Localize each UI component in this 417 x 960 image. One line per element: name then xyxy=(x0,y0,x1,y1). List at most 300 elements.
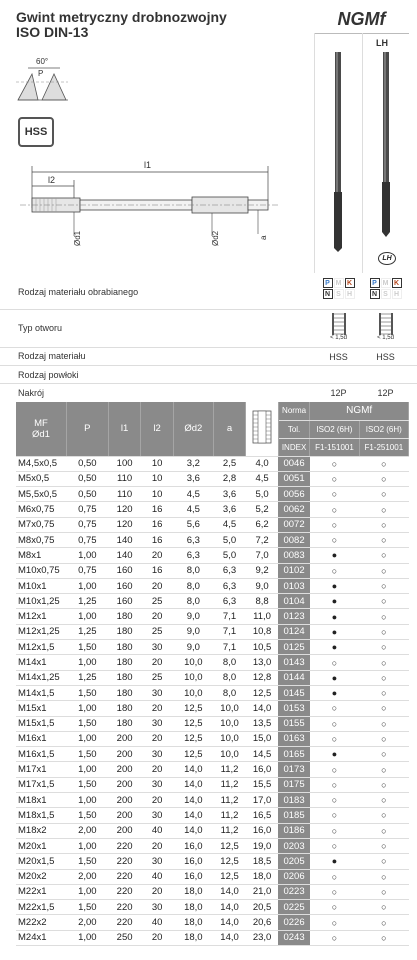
cell-mf: M5,5x0,5 xyxy=(16,487,66,502)
cell-d2: 8,0 xyxy=(173,563,213,578)
cell-mf: M8x1 xyxy=(16,548,66,563)
hole-type-row xyxy=(0,310,417,348)
cell-l1: 180 xyxy=(108,640,141,655)
table-row xyxy=(16,624,409,639)
cell-l2: 20 xyxy=(141,884,174,899)
cell-p: 1,00 xyxy=(66,578,108,593)
cell-d2: 14,0 xyxy=(173,762,213,777)
table-row xyxy=(16,517,409,532)
cell-d2: 16,0 xyxy=(173,854,213,869)
cell-code: 0125 xyxy=(278,640,309,655)
cell-availability: ○ xyxy=(359,578,408,593)
cell-a: 2,8 xyxy=(213,471,246,486)
cell-l1: 160 xyxy=(108,563,141,578)
cell-code: 0163 xyxy=(278,731,309,746)
cell-l2: 30 xyxy=(141,900,174,915)
table-row xyxy=(16,762,409,777)
cell-code: 0144 xyxy=(278,670,309,685)
cell-code: 0165 xyxy=(278,747,309,762)
cell-availability: ○ xyxy=(359,808,408,823)
hole-note: < 1,5d xyxy=(330,335,347,341)
cell-code: 0226 xyxy=(278,915,309,930)
cell-availability: ○ xyxy=(359,532,408,547)
cell-availability: ○ xyxy=(310,777,359,792)
col-header-d2: Ød2 xyxy=(173,402,213,456)
lh-label: LH xyxy=(376,38,388,48)
hole-section-icon xyxy=(251,407,273,447)
cell-mf: M24x1 xyxy=(16,930,66,945)
index-value: F1-251001 xyxy=(359,438,408,456)
cell-code: 0082 xyxy=(278,532,309,547)
cell-d2: 12,5 xyxy=(173,701,213,716)
thread-value: 12P xyxy=(330,388,347,398)
material-n-icon: N xyxy=(370,289,380,299)
cell-mf: M16x1,5 xyxy=(16,747,66,762)
cell-code: 0056 xyxy=(278,487,309,502)
cell-mf: M22x2 xyxy=(16,915,66,930)
cell-l2: 20 xyxy=(141,731,174,746)
cell-p: 1,50 xyxy=(66,640,108,655)
cell-code: 0203 xyxy=(278,838,309,853)
cell-a: 4,5 xyxy=(213,517,246,532)
cell-p: 1,00 xyxy=(66,884,108,899)
cell-a: 14,0 xyxy=(213,915,246,930)
cell-mf: M6x0,75 xyxy=(16,502,66,517)
cell-p: 1,00 xyxy=(66,731,108,746)
cell-code: 0155 xyxy=(278,716,309,731)
cell-availability: ○ xyxy=(310,793,359,808)
cell-l1: 220 xyxy=(108,884,141,899)
cell-p: 2,00 xyxy=(66,869,108,884)
tap-drawing xyxy=(14,150,304,250)
cell-availability: ○ xyxy=(310,655,359,670)
cell-d2: 6,3 xyxy=(173,532,213,547)
cell-x: 9,0 xyxy=(246,578,279,593)
cell-a: 6,3 xyxy=(213,594,246,609)
thread-label: Nakrój xyxy=(18,388,45,398)
cell-code: 0123 xyxy=(278,609,309,624)
table-row xyxy=(16,578,409,593)
cell-d2: 18,0 xyxy=(173,930,213,945)
cell-a: 6,3 xyxy=(213,563,246,578)
tol-value: ISO2 (6H) xyxy=(310,420,359,438)
cell-mf: M14x1 xyxy=(16,655,66,670)
cell-x: 13,0 xyxy=(246,655,279,670)
cell-availability: ○ xyxy=(310,808,359,823)
cell-availability: ● xyxy=(310,578,359,593)
cell-x: 18,5 xyxy=(246,854,279,869)
material-value: HSS xyxy=(376,352,395,362)
cell-code: 0051 xyxy=(278,471,309,486)
table-row xyxy=(16,471,409,486)
d2-label: Ød2 xyxy=(211,230,220,246)
material-h-icon: H xyxy=(345,289,355,299)
table-row xyxy=(16,747,409,762)
pitch-label: P xyxy=(38,69,44,78)
cell-availability: ● xyxy=(310,548,359,563)
cell-mf: M18x1 xyxy=(16,793,66,808)
cell-availability: ○ xyxy=(359,762,408,777)
thread-profile-diagram xyxy=(14,54,70,106)
cell-x: 4,5 xyxy=(246,471,279,486)
cell-code: 0185 xyxy=(278,808,309,823)
cell-code: 0225 xyxy=(278,900,309,915)
cell-d2: 3,6 xyxy=(173,471,213,486)
cell-l1: 200 xyxy=(108,808,141,823)
cell-d2: 6,3 xyxy=(173,548,213,563)
cell-l1: 200 xyxy=(108,793,141,808)
material-group-icons xyxy=(362,278,409,299)
cell-l1: 250 xyxy=(108,930,141,945)
cell-x: 13,5 xyxy=(246,716,279,731)
cell-availability: ○ xyxy=(310,502,359,517)
table-row xyxy=(16,487,409,502)
cell-p: 1,25 xyxy=(66,624,108,639)
cell-l1: 160 xyxy=(108,578,141,593)
cell-p: 1,50 xyxy=(66,716,108,731)
cell-l2: 30 xyxy=(141,640,174,655)
cell-a: 12,5 xyxy=(213,869,246,884)
cell-a: 12,5 xyxy=(213,854,246,869)
cell-a: 8,0 xyxy=(213,670,246,685)
cell-code: 0072 xyxy=(278,517,309,532)
cell-x: 8,8 xyxy=(246,594,279,609)
cell-l2: 20 xyxy=(141,578,174,593)
cell-mf: M12x1,25 xyxy=(16,624,66,639)
cell-p: 1,50 xyxy=(66,685,108,700)
cell-code: 0223 xyxy=(278,884,309,899)
table-row xyxy=(16,532,409,547)
material-m-icon: M xyxy=(334,278,344,288)
table-row xyxy=(16,640,409,655)
cell-x: 14,0 xyxy=(246,701,279,716)
cell-mf: M20x1,5 xyxy=(16,854,66,869)
table-row xyxy=(16,869,409,884)
cell-availability: ○ xyxy=(359,777,408,792)
cell-mf: M20x1 xyxy=(16,838,66,853)
cell-l2: 16 xyxy=(141,502,174,517)
cell-availability: ● xyxy=(310,747,359,762)
cell-d2: 18,0 xyxy=(173,900,213,915)
cell-l2: 20 xyxy=(141,655,174,670)
cell-availability: ○ xyxy=(359,854,408,869)
cell-availability: ○ xyxy=(310,701,359,716)
cell-x: 15,0 xyxy=(246,731,279,746)
cell-a: 10,0 xyxy=(213,747,246,762)
cell-availability: ○ xyxy=(359,502,408,517)
cell-d2: 4,5 xyxy=(173,487,213,502)
cell-x: 23,0 xyxy=(246,930,279,945)
table-row xyxy=(16,777,409,792)
l2-label: l2 xyxy=(48,175,56,185)
cell-a: 7,1 xyxy=(213,624,246,639)
cell-a: 8,0 xyxy=(213,685,246,700)
cell-availability: ○ xyxy=(359,701,408,716)
cell-d2: 16,0 xyxy=(173,869,213,884)
cell-a: 10,0 xyxy=(213,701,246,716)
cell-a: 10,0 xyxy=(213,716,246,731)
cell-availability: ○ xyxy=(359,456,408,471)
coating-label: Rodzaj powłoki xyxy=(18,370,79,380)
cell-a: 11,2 xyxy=(213,823,246,838)
col-header-a: a xyxy=(213,402,246,456)
cell-code: 0124 xyxy=(278,624,309,639)
cell-availability: ○ xyxy=(359,915,408,930)
cell-availability: ○ xyxy=(310,716,359,731)
cell-p: 1,00 xyxy=(66,930,108,945)
cell-code: 0153 xyxy=(278,701,309,716)
cell-d2: 8,0 xyxy=(173,578,213,593)
cell-d2: 9,0 xyxy=(173,640,213,655)
cell-x: 12,5 xyxy=(246,685,279,700)
cell-p: 1,00 xyxy=(66,701,108,716)
title-line-1: Gwint metryczny drobnozwojny xyxy=(16,9,227,25)
cell-a: 2,5 xyxy=(213,456,246,471)
material-k-icon: K xyxy=(392,278,402,288)
cell-l2: 30 xyxy=(141,747,174,762)
material-k-icon: K xyxy=(345,278,355,288)
cell-l2: 30 xyxy=(141,808,174,823)
table-row xyxy=(16,716,409,731)
table-row xyxy=(16,563,409,578)
cell-l2: 25 xyxy=(141,670,174,685)
cell-l1: 110 xyxy=(108,487,141,502)
cell-mf: M16x1 xyxy=(16,731,66,746)
cell-x: 19,0 xyxy=(246,838,279,853)
cell-p: 1,50 xyxy=(66,747,108,762)
cell-availability: ○ xyxy=(310,884,359,899)
cell-l1: 140 xyxy=(108,532,141,547)
cell-availability: ○ xyxy=(359,670,408,685)
thread-row xyxy=(0,384,417,402)
hss-badge: HSS xyxy=(18,117,54,147)
cell-d2: 5,6 xyxy=(173,517,213,532)
cell-l2: 10 xyxy=(141,456,174,471)
cell-availability: ● xyxy=(310,854,359,869)
cell-mf: M18x1,5 xyxy=(16,808,66,823)
lh-circle-icon: LH xyxy=(378,252,396,265)
material-group-row xyxy=(0,275,417,310)
cell-l1: 220 xyxy=(108,854,141,869)
cell-x: 20,5 xyxy=(246,900,279,915)
cell-mf: M10x0,75 xyxy=(16,563,66,578)
cell-a: 7,1 xyxy=(213,609,246,624)
cell-code: 0175 xyxy=(278,777,309,792)
cell-code: 0243 xyxy=(278,930,309,945)
cell-availability: ○ xyxy=(310,930,359,945)
cell-l1: 180 xyxy=(108,670,141,685)
cell-availability: ○ xyxy=(310,532,359,547)
size-table xyxy=(16,402,409,946)
cell-availability: ○ xyxy=(359,548,408,563)
cell-code: 0173 xyxy=(278,762,309,777)
cell-mf: M5x0,5 xyxy=(16,471,66,486)
cell-p: 0,75 xyxy=(66,502,108,517)
table-row xyxy=(16,670,409,685)
cell-p: 1,50 xyxy=(66,900,108,915)
cell-a: 11,2 xyxy=(213,793,246,808)
cell-availability: ○ xyxy=(359,594,408,609)
cell-l2: 30 xyxy=(141,777,174,792)
cell-availability: ○ xyxy=(359,930,408,945)
l1-label: l1 xyxy=(144,160,152,170)
cell-a: 11,2 xyxy=(213,777,246,792)
cell-l2: 25 xyxy=(141,594,174,609)
cell-l1: 120 xyxy=(108,517,141,532)
table-row xyxy=(16,609,409,624)
cell-a: 5,0 xyxy=(213,548,246,563)
cell-l2: 25 xyxy=(141,624,174,639)
hole-note: < 1,5d xyxy=(377,335,394,341)
cell-x: 14,5 xyxy=(246,747,279,762)
cell-l2: 40 xyxy=(141,915,174,930)
cell-p: 1,25 xyxy=(66,594,108,609)
cell-d2: 14,0 xyxy=(173,793,213,808)
cell-d2: 8,0 xyxy=(173,594,213,609)
cell-availability: ● xyxy=(310,594,359,609)
table-row xyxy=(16,701,409,716)
cell-l1: 180 xyxy=(108,624,141,639)
cell-availability: ○ xyxy=(310,915,359,930)
cell-x: 7,0 xyxy=(246,548,279,563)
coating-row xyxy=(0,366,417,384)
cell-availability: ○ xyxy=(359,685,408,700)
cell-d2: 12,5 xyxy=(173,747,213,762)
cell-l2: 20 xyxy=(141,762,174,777)
cell-p: 1,50 xyxy=(66,808,108,823)
cell-mf: M14x1,25 xyxy=(16,670,66,685)
table-row xyxy=(16,808,409,823)
cell-availability: ○ xyxy=(310,563,359,578)
cell-x: 12,8 xyxy=(246,670,279,685)
col-header-hole-icon xyxy=(246,402,279,456)
table-row xyxy=(16,884,409,899)
cell-p: 0,50 xyxy=(66,456,108,471)
cell-l2: 20 xyxy=(141,838,174,853)
cell-code: 0102 xyxy=(278,563,309,578)
brand-label: NGMf xyxy=(337,9,386,29)
cell-p: 0,50 xyxy=(66,487,108,502)
cell-l2: 20 xyxy=(141,609,174,624)
cell-l2: 30 xyxy=(141,854,174,869)
cell-l1: 110 xyxy=(108,471,141,486)
cell-availability: ○ xyxy=(359,517,408,532)
cell-mf: M7x0,75 xyxy=(16,517,66,532)
cell-l1: 180 xyxy=(108,701,141,716)
cell-code: 0104 xyxy=(278,594,309,609)
cell-availability: ○ xyxy=(359,563,408,578)
cell-l1: 160 xyxy=(108,594,141,609)
material-label: Rodzaj materiału xyxy=(18,351,86,361)
cell-l2: 40 xyxy=(141,823,174,838)
cell-l2: 30 xyxy=(141,685,174,700)
cell-a: 14,0 xyxy=(213,900,246,915)
cell-mf: M22x1,5 xyxy=(16,900,66,915)
cell-a: 3,6 xyxy=(213,502,246,517)
cell-l2: 20 xyxy=(141,793,174,808)
header-area xyxy=(0,0,417,275)
cell-x: 15,5 xyxy=(246,777,279,792)
cell-code: 0145 xyxy=(278,685,309,700)
cell-l1: 180 xyxy=(108,716,141,731)
cell-a: 5,0 xyxy=(213,532,246,547)
cell-mf: M10x1,25 xyxy=(16,594,66,609)
table-row xyxy=(16,854,409,869)
cell-l1: 180 xyxy=(108,655,141,670)
cell-l1: 200 xyxy=(108,731,141,746)
cell-x: 17,0 xyxy=(246,793,279,808)
cell-l2: 10 xyxy=(141,471,174,486)
cell-l2: 20 xyxy=(141,930,174,945)
cell-availability: ● xyxy=(310,640,359,655)
cell-x: 6,2 xyxy=(246,517,279,532)
cell-mf: M15x1 xyxy=(16,701,66,716)
cell-availability: ○ xyxy=(310,838,359,853)
cell-l2: 30 xyxy=(141,716,174,731)
cell-l1: 220 xyxy=(108,838,141,853)
cell-l1: 120 xyxy=(108,502,141,517)
table-row xyxy=(16,548,409,563)
cell-x: 16,0 xyxy=(246,762,279,777)
cell-code: 0062 xyxy=(278,502,309,517)
cell-mf: M12x1 xyxy=(16,609,66,624)
material-p-icon: P xyxy=(370,278,380,288)
cell-mf: M4,5x0,5 xyxy=(16,456,66,471)
cell-p: 0,75 xyxy=(66,563,108,578)
cell-availability: ○ xyxy=(310,731,359,746)
cell-a: 14,0 xyxy=(213,884,246,899)
thread-value: 12P xyxy=(377,388,394,398)
cell-x: 5,0 xyxy=(246,487,279,502)
cell-p: 1,00 xyxy=(66,655,108,670)
cell-x: 16,5 xyxy=(246,808,279,823)
cell-l1: 140 xyxy=(108,548,141,563)
cell-code: 0143 xyxy=(278,655,309,670)
cell-l2: 16 xyxy=(141,517,174,532)
cell-l2: 16 xyxy=(141,563,174,578)
cell-availability: ○ xyxy=(310,762,359,777)
cell-d2: 14,0 xyxy=(173,823,213,838)
cell-availability: ○ xyxy=(359,731,408,746)
cell-code: 0205 xyxy=(278,854,309,869)
cell-availability: ○ xyxy=(310,517,359,532)
index-value: F1-151001 xyxy=(310,438,359,456)
cell-l2: 20 xyxy=(141,701,174,716)
cell-mf: M12x1,5 xyxy=(16,640,66,655)
cell-d2: 14,0 xyxy=(173,777,213,792)
cell-p: 0,50 xyxy=(66,471,108,486)
cell-availability: ○ xyxy=(359,624,408,639)
cell-x: 9,2 xyxy=(246,563,279,578)
cell-mf: M22x1 xyxy=(16,884,66,899)
cell-mf: M18x2 xyxy=(16,823,66,838)
cell-d2: 12,5 xyxy=(173,731,213,746)
cell-p: 1,25 xyxy=(66,670,108,685)
material-m-icon: M xyxy=(381,278,391,288)
cell-p: 1,50 xyxy=(66,854,108,869)
table-row xyxy=(16,930,409,945)
cell-p: 1,00 xyxy=(66,548,108,563)
cell-mf: M15x1,5 xyxy=(16,716,66,731)
cell-d2: 9,0 xyxy=(173,624,213,639)
cell-x: 10,5 xyxy=(246,640,279,655)
cell-p: 0,75 xyxy=(66,532,108,547)
hole-type-label: Typ otworu xyxy=(18,323,63,333)
col-header-mf xyxy=(16,402,66,456)
cell-mf: M17x1,5 xyxy=(16,777,66,792)
cell-l1: 220 xyxy=(108,869,141,884)
cell-a: 10,0 xyxy=(213,731,246,746)
